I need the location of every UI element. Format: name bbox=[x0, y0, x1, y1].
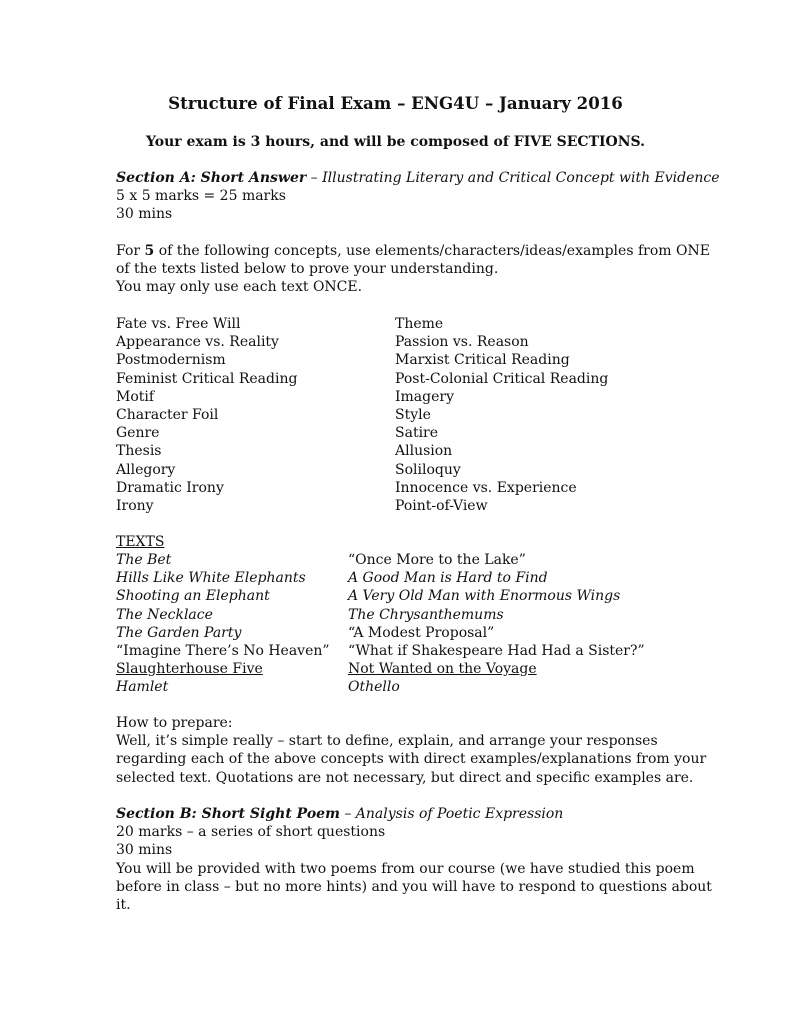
concept-item: Irony bbox=[116, 497, 154, 514]
section-b-body-line-1: You will be provided with two poems from our course (we have studied this poem bbox=[116, 860, 695, 877]
concept-item: Style bbox=[395, 406, 431, 423]
concept-item: Marxist Critical Reading bbox=[395, 352, 570, 369]
text-item: “Imagine There’s No Heaven” bbox=[116, 642, 330, 659]
concept-item: Allegory bbox=[116, 461, 176, 478]
concept-item: Allusion bbox=[395, 443, 453, 460]
text-item: A Very Old Man with Enormous Wings bbox=[348, 588, 621, 605]
instructions-number: 5 bbox=[144, 243, 155, 259]
concepts-list bbox=[116, 315, 716, 520]
section-b-body-line-2: before in class – but no more hints) and you will have to respond to questions about bbox=[116, 878, 712, 895]
concept-item: Thesis bbox=[116, 443, 162, 460]
texts-list bbox=[116, 551, 716, 697]
text-item: Hills Like White Elephants bbox=[116, 570, 306, 587]
texts-heading: TEXTS bbox=[116, 534, 165, 550]
concepts-left-column bbox=[116, 315, 297, 515]
prepare-line-3: selected text. Quotations are not necessary, but direct and specific examples are. bbox=[116, 769, 694, 786]
section-b-time: 30 mins bbox=[116, 842, 173, 859]
concept-item: Character Foil bbox=[116, 406, 219, 423]
section-b-title-line bbox=[116, 805, 706, 823]
prepare-block bbox=[116, 714, 706, 787]
section-b-body-line-3: it. bbox=[116, 896, 131, 913]
concept-item: Feminist Critical Reading bbox=[116, 370, 298, 387]
instructions-line-2: of the texts listed below to prove your understanding. bbox=[116, 261, 499, 278]
section-b bbox=[116, 805, 712, 914]
instructions-post: of the following concepts, use elements/characters/ideas/examples from ONE bbox=[154, 243, 710, 259]
concept-item: Satire bbox=[395, 425, 439, 442]
page-subtitle: Your exam is 3 hours, and will be composed of FIVE SECTIONS. bbox=[145, 134, 646, 150]
prepare-heading: How to prepare: bbox=[116, 715, 233, 731]
text-item: Hamlet bbox=[116, 679, 169, 696]
text-item: The Bet bbox=[116, 552, 172, 568]
concept-item: Point-of-View bbox=[395, 497, 488, 514]
prepare-line-1: Well, it’s simple really – start to define, explain, and arrange your responses bbox=[116, 733, 658, 750]
instructions-line-3: You may only use each text ONCE. bbox=[116, 279, 363, 296]
section-a-marks: 5 x 5 marks = 25 marks bbox=[116, 188, 286, 205]
section-a-heading: Section A: Short Answer bbox=[116, 170, 307, 186]
text-item: The Chrysanthemums bbox=[348, 606, 504, 623]
text-item: The Garden Party bbox=[116, 624, 242, 641]
concept-item: Dramatic Irony bbox=[116, 479, 224, 496]
concept-item: Imagery bbox=[395, 388, 455, 405]
section-a-description: – Illustrating Literary and Critical Concept with Evidence bbox=[306, 170, 720, 186]
section-b-marks: 20 marks – a series of short questions bbox=[116, 824, 386, 841]
concepts-right-column bbox=[395, 315, 608, 515]
texts-right-column bbox=[348, 551, 645, 697]
concept-item: Innocence vs. Experience bbox=[395, 479, 577, 496]
concept-item: Appearance vs. Reality bbox=[116, 334, 279, 351]
concept-item: Soliloquy bbox=[395, 461, 461, 478]
text-item: Othello bbox=[348, 679, 400, 696]
text-item: “Once More to the Lake” bbox=[348, 552, 526, 568]
text-item: A Good Man is Hard to Find bbox=[348, 570, 548, 587]
prepare-line-2: regarding each of the above concepts with direct examples/explanations from your bbox=[116, 751, 707, 768]
concept-item: Motif bbox=[116, 388, 155, 405]
text-item: Not Wanted on the Voyage bbox=[348, 661, 537, 678]
section-b-heading: Section B: Short Sight Poem bbox=[116, 806, 340, 822]
text-item: Slaughterhouse Five bbox=[116, 661, 263, 678]
texts-heading-block bbox=[116, 533, 706, 551]
texts-left-column bbox=[116, 551, 330, 697]
text-item: The Necklace bbox=[116, 606, 213, 623]
concept-item: Theme bbox=[395, 316, 444, 332]
section-a-title-line bbox=[116, 169, 720, 187]
concept-item: Postmodernism bbox=[116, 352, 226, 369]
text-item: “What if Shakespeare Had Had a Sister?” bbox=[348, 642, 645, 659]
page-title: Structure of Final Exam – ENG4U – January 2016 bbox=[168, 93, 623, 113]
concept-item: Post-Colonial Critical Reading bbox=[395, 370, 609, 387]
text-item: “A Modest Proposal” bbox=[348, 624, 495, 641]
concept-item: Fate vs. Free Will bbox=[116, 316, 241, 332]
instructions-pre: For bbox=[116, 243, 145, 259]
section-a-instructions bbox=[116, 242, 710, 297]
text-item: Shooting an Elephant bbox=[116, 588, 270, 605]
concept-item: Genre bbox=[116, 425, 160, 442]
section-a-header bbox=[116, 169, 720, 224]
section-b-description: – Analysis of Poetic Expression bbox=[339, 806, 564, 822]
section-a-time: 30 mins bbox=[116, 206, 173, 223]
instructions-line-1 bbox=[116, 242, 710, 260]
concept-item: Passion vs. Reason bbox=[395, 334, 529, 351]
